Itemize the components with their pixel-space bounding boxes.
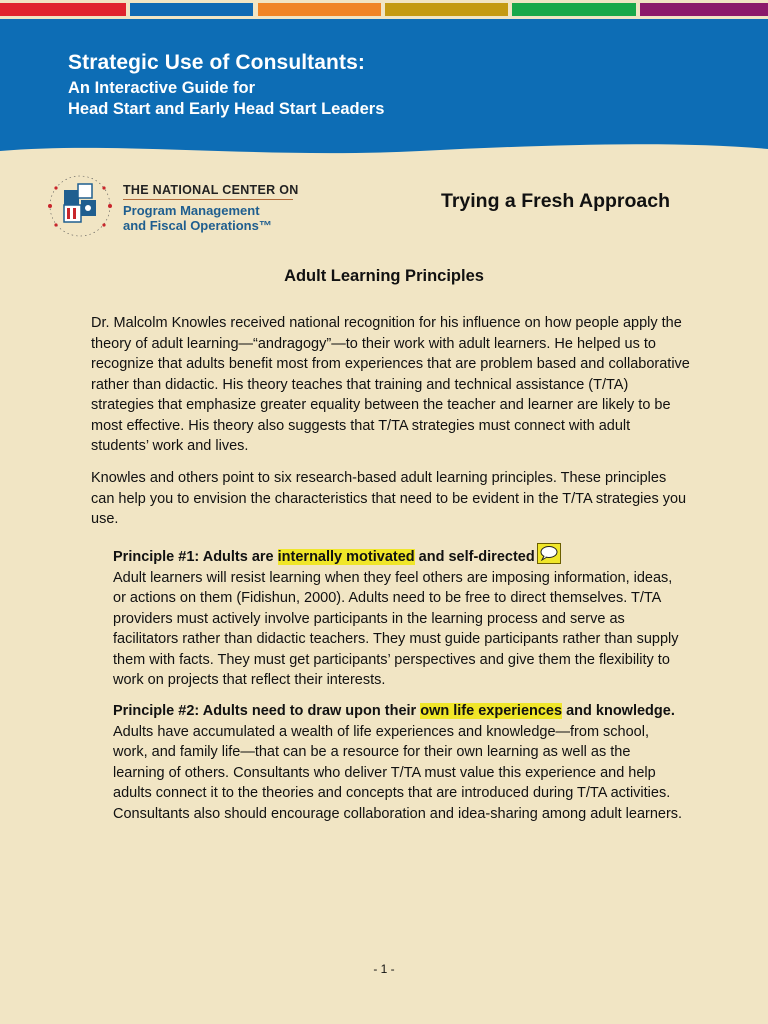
header-banner xyxy=(0,19,768,159)
guide-title: Strategic Use of Consultants: xyxy=(68,51,365,74)
logo-center-name xyxy=(123,203,272,233)
guide-subtitle-line2: Head Start and Early Head Start Leaders xyxy=(68,100,385,118)
stripe-orange xyxy=(258,3,381,16)
section-title: Trying a Fresh Approach xyxy=(441,190,670,212)
principle-1-highlight[interactable]: internally motivated xyxy=(277,549,415,565)
intro-paragraph-1: Dr. Malcolm Knowles received national recognition for his influence on how people apply the theory of adult learning—“andragogy”—to their work with adult learners. He helped us to recognize that adults benefit most from experiences that are problem based and collaborative rather than didactic. His theory teaches that training and technical assistance (T/TA) strategies that emphasize greater equality between the teacher and learner are likely to be most effective. His theory also suggests that T/TA strategies must connect with adult students’ work and lives. xyxy=(91,315,690,454)
stripe-purple xyxy=(640,3,768,16)
intro-paragraph-2: Knowles and others point to six research-based adult learning principles. These principles can help you to envision the characteristics that need to be evident in the T/TA strategies you use. xyxy=(91,470,687,527)
banner-wave xyxy=(0,137,768,159)
stripe-red xyxy=(0,3,126,16)
head-start-seal-logo xyxy=(42,168,122,244)
principle-2 xyxy=(113,701,683,824)
principle-2-body: Adults have accumulated a wealth of life experiences and knowledge—from school, work, and family life—that can be a resource for their own learning as well as the learning of others. Consultants who deliver T/TA must value this experience and help adults connect it to the theories and concepts that are introduced during T/TA activities. Consultants also should encourage collaboration and idea-sharing among adult learners. xyxy=(113,723,683,822)
stripe-green xyxy=(512,3,636,16)
guide-subtitle-line1: An Interactive Guide for xyxy=(68,79,256,97)
stripe-gold xyxy=(385,3,508,16)
logo-divider xyxy=(123,199,293,200)
page-heading: Adult Learning Principles xyxy=(284,267,484,285)
logo-line2: Program Management xyxy=(123,203,260,218)
page-number: - 1 - xyxy=(373,962,395,976)
principle-2-highlight[interactable]: own life experiences xyxy=(420,703,563,719)
logo-line3: and Fiscal Operations™ xyxy=(123,218,272,233)
principle-2-title: Principle #2: Adults need to draw upon their own life experiences and knowledge. xyxy=(113,703,675,719)
principle-1 xyxy=(113,543,683,691)
principle-1-title: Principle #1: Adults are internally motivated and self-directed xyxy=(113,543,683,568)
stripe-blue xyxy=(130,3,253,16)
principle-1-body: Adult learners will resist learning when they feel others are imposing information, ideas, or actions on them (Fidishun, 2000). Adults need to be free to direct themselves. T/TA providers must actively involve participants in the learning process and serve as facilitators rather than didactic teachers. They must guide participants rather than supply them with facts. They must get participants’ perspectives and give them the flexibility to work on projects that reflect their interests. xyxy=(113,569,679,688)
color-stripe-bar xyxy=(0,3,768,17)
comment-note-icon[interactable] xyxy=(537,543,561,564)
logo-heading: THE NATIONAL CENTER ON xyxy=(123,183,299,197)
